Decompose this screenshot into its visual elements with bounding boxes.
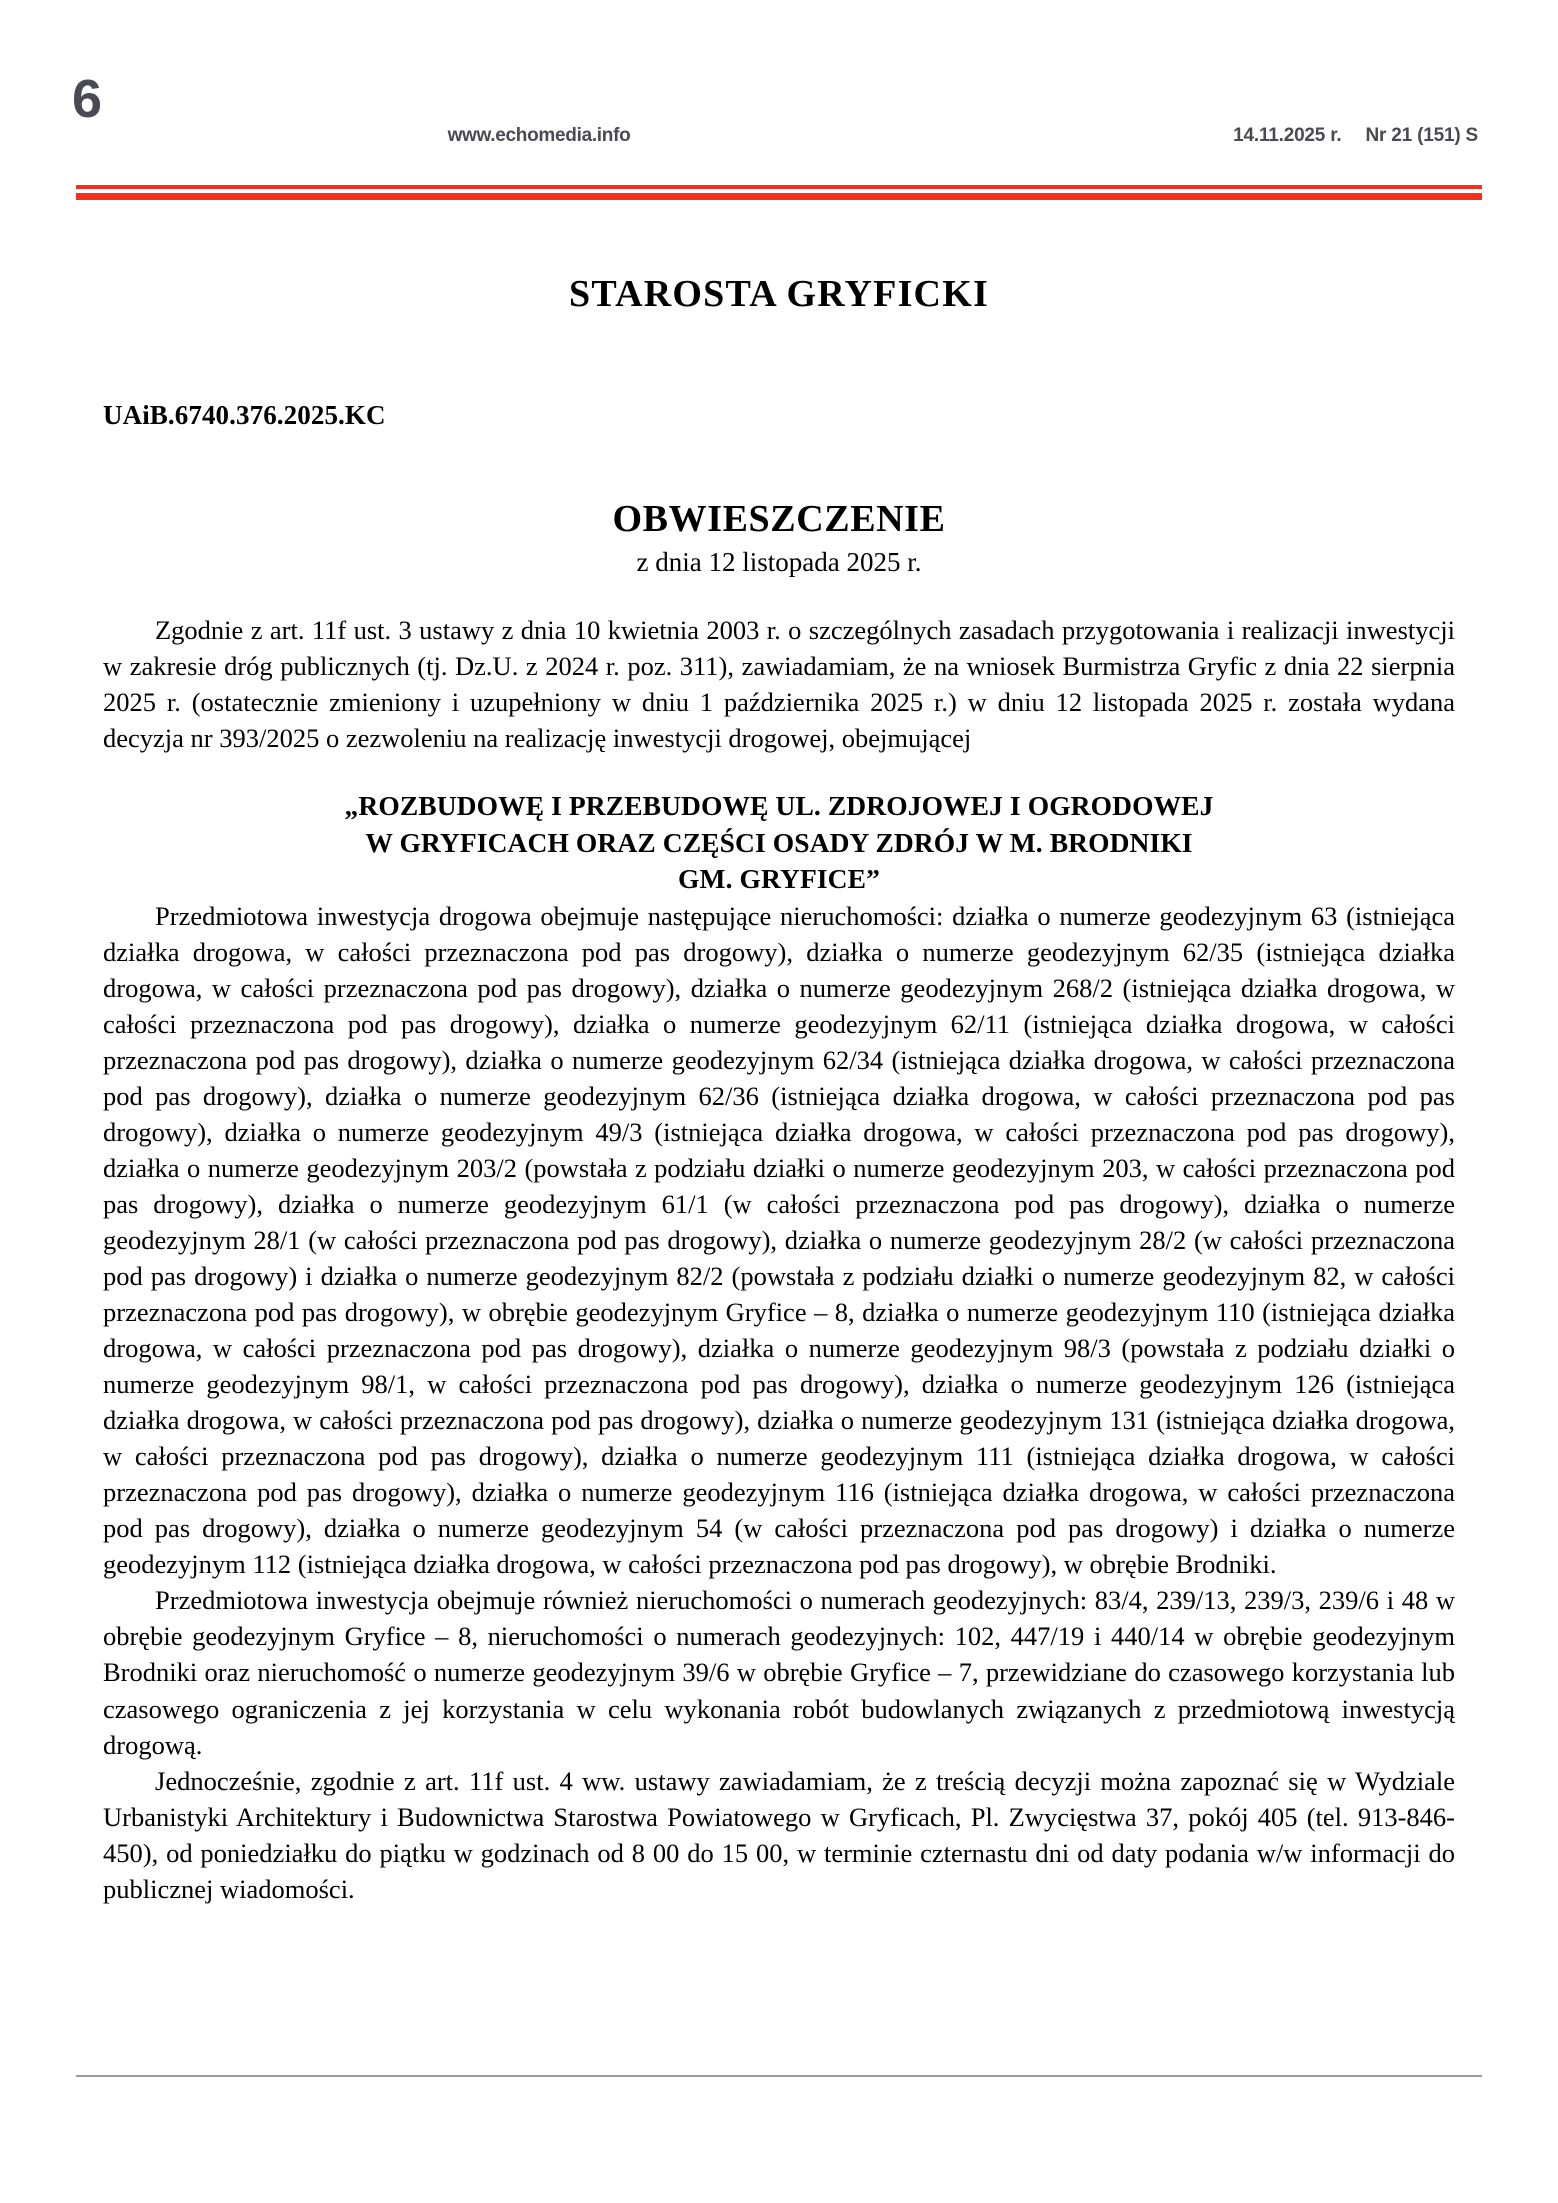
investment-title-line-2: W GRYFICACH ORAZ CZĘŚCI OSADY ZDRÓJ W M. BRODNIKI bbox=[365, 826, 1193, 858]
paragraph-parcels-list: Przedmiotowa inwestycja drogowa obejmuje następujące nieruchomości: działka o numerze geodezyjnym 63 (istniejąca działka drogowa, w całości przeznaczona pod pas drogowy), działka o numerze geodezyjnym 62/35 (istniejąca działka drogowa, w całości przeznaczona pod pas drogowy), działka o numerze geodezyjnym 268/2 (istniejąca działka drogowa, w całości przeznaczona pod pas drogowy), działka o numerze geodezyjnym 62/11 (istniejąca działka drogowa, w całości przeznaczona pod pas drogowy), działka o numerze geodezyjnym 62/34 (istniejąca działka drogowa, w całości przeznaczona pod pas drogowy), działka o numerze geodezyjnym 62/36 (istniejąca działka drogowa, w całości przeznaczona pod pas drogowy), działka o numerze geodezyjnym 49/3 (istniejąca działka drogowa, w całości przeznaczona pod pas drogowy), działka o numerze geodezyjnym 203/2 (powstała z podziału działki o numerze geodezyjnym 203, w całości przeznaczona pod pas drogowy), działka o numerze geodezyjnym 61/1 (w całości przeznaczona pod pas drogowy), działka o numerze geodezyjnym 28/1 (w całości przeznaczona pod pas drogowy), działka o numerze geodezyjnym 28/2 (w całości przeznaczona pod pas drogowy) i działka o numerze geodezyjnym 82/2 (powstała z podziału działki o numerze geodezyjnym 82, w całości przeznaczona pod pas drogowy), w obrębie geodezyjnym Gryfice – 8, działka o numerze geodezyjnym 110 (istniejąca działka drogowa, w całości przeznaczona pod pas drogowy), działka o numerze geodezyjnym 98/3 (powstała z podziału działki o numerze geodezyjnym 98/1, w całości przeznaczona pod pas drogowy), działka o numerze geodezyjnym 126 (istniejąca działka drogowa, w całości przeznaczona pod pas drogowy), działka o numerze geodezyjnym 131 (istniejąca działka drogowa, w całości przeznaczona pod pas drogowy), działka o numerze geodezyjnym 111 (istniejąca działka drogowa, w całości przeznaczona pod pas drogowy), działka o numerze geodezyjnym 116 (istniejąca działka drogowa, w całości przeznaczona pod pas drogowy), działka o numerze geodezyjnym 54 (w całości przeznaczona pod pas drogowy) i działka o numerze geodezyjnym 112 (istniejąca działka drogowa, w całości przeznaczona pod pas drogowy), w obrębie Brodniki. bbox=[103, 900, 1455, 1580]
masthead-rule-thin bbox=[76, 185, 1482, 189]
paragraph-legal-basis: Zgodnie z art. 11f ust. 3 ustawy z dnia 10 kwietnia 2003 r. o szczególnych zasadach przygotowania i realizacji inwestycji w zakresie dróg publicznych (tj. Dz.U. z 2024 r. poz. 311), zawiadamiam, że na wniosek Burmistrza Gryfic z dnia 22 sierpnia 2025 r. (ostatecznie zmieniony i uzupełniony w dniu 1 października 2025 r.) w dniu 12 listopada 2025 r. została wydana decyzja nr 393/2025 o zezwoleniu na realizację inwestycji drogowej, obejmującej bbox=[103, 615, 1455, 754]
masthead-issue-info bbox=[1233, 125, 1478, 147]
masthead-website: www.echomedia.info bbox=[447, 125, 631, 146]
masthead-rule-thick bbox=[76, 193, 1482, 200]
notice-date: z dnia 12 listopada 2025 r. bbox=[636, 547, 922, 577]
investment-title-line-3: GM. GRYFICE” bbox=[678, 863, 880, 895]
page-masthead bbox=[0, 0, 1558, 190]
paragraph-inspection-info: Jednocześnie, zgodnie z art. 11f ust. 4 ww. ustawy zawiadamiam, że z treścią decyzji można zapoznać się w Wydziale Urbanistyki Architektury i Budownictwa Starostwa Powiatowego w Gryficach, Pl. Zwycięstwa 37, pokój 405 (tel. 913-846-450), od poniedziałku do piątku w godzinach od 8 00 do 15 00, w terminie czternastu dni od daty podania w/w informacji do publicznej wiadomości. bbox=[103, 1765, 1455, 1904]
notice-body bbox=[103, 250, 1455, 1907]
masthead-issue-number: Nr 21 (151) S bbox=[1365, 125, 1478, 146]
paragraph-temporary-use: Przedmiotowa inwestycja obejmuje również nieruchomości o numerach geodezyjnych: 83/4, 239/13, 239/3, 239/6 i 48 w obrębie geodezyjnym Gryfice – 8, nieruchomości o numerach geodezyjnych: 102, 447/19 i 440/14 w obrębie geodezyjnym Brodniki oraz nieruchomość o numerze geodezyjnym 39/6 w obrębie Gryfice – 7, przewidziane do czasowego korzystania lub czasowego ograniczenia z jej korzystania w celu wykonania robót budowlanych związanych z przedmiotową inwestycją drogową. bbox=[103, 1585, 1455, 1760]
notice-heading: OBWIESZCZENIE bbox=[612, 498, 946, 540]
investment-title bbox=[103, 788, 1455, 898]
issuing-authority-title: STAROSTA GRYFICKI bbox=[569, 273, 989, 315]
footer-rule bbox=[76, 2075, 1482, 2077]
masthead-date: 14.11.2025 r. bbox=[1233, 125, 1342, 146]
reference-number: UAiB.6740.376.2025.KC bbox=[103, 400, 386, 430]
investment-title-line-1: „ROZBUDOWĘ I PRZEBUDOWĘ UL. ZDROJOWEJ I OGRODOWEJ bbox=[344, 790, 1214, 822]
page-number: 6 bbox=[72, 69, 102, 129]
